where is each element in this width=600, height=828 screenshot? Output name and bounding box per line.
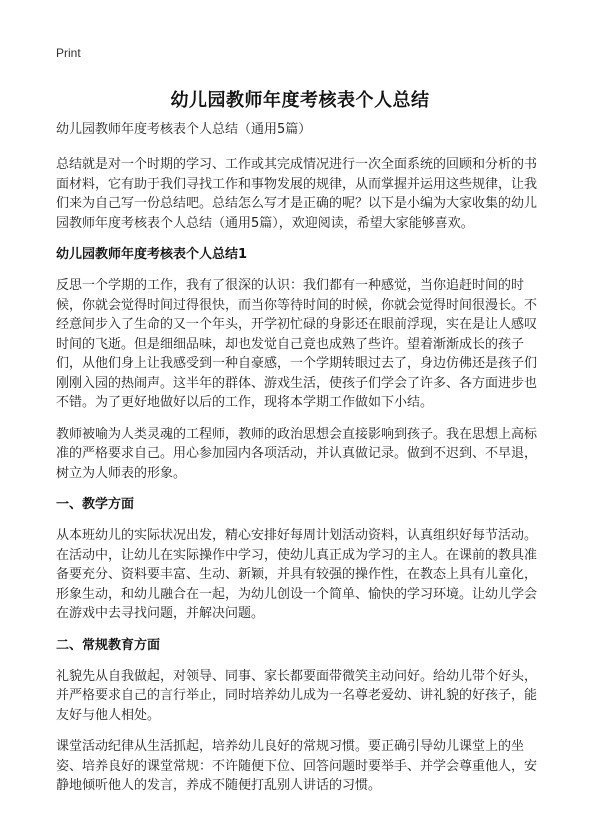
paragraph-5: 课堂活动纪律从生活抓起，培养幼儿良好的常规习惯。要正确引导幼儿课堂上的坐姿、培养良好的课堂常规：不许随便下位、回答问题时要举手、并学会尊重他人，安静地倾听他人的发言，养成不随便打乱别人讲话的习惯。 [56, 739, 538, 793]
page-title: 幼儿园教师年度考核表个人总结 [170, 90, 430, 111]
article-body [56, 120, 546, 808]
paragraph-4: 礼貌先从自我做起，对领导、同事、家长都要面带微笑主动问好。给幼儿带个好头，并严格要求自己的言行举止，同时培养幼儿成为一名尊老爱幼、讲礼貌的好孩子，能友好与他人相处。 [56, 668, 538, 723]
intro-paragraph: 总结就是对一个时期的学习、工作或其完成情况进行一次全面系统的回顾和分析的书面材料，它有助于我们寻找工作和事物发展的规律，从而掌握并运用这些规律，让我们来为自己写一份总结吧。总结怎么写才是正确的呢？以下是小编为大家收集的幼儿园教师年度考核表个人总结（通用5篇），欢迎阅读，希望大家能够喜欢。 [56, 157, 538, 231]
paragraph-2: 教师被喻为人类灵魂的工程师，教师的政治思想会直接影响到孩子。我在思想上高标准的严格要求自己。用心参加园内各项活动，并认真做记录。做到不迟到、不早退，树立为人师表的形象。 [56, 426, 538, 481]
section-heading-1: 幼儿园教师年度考核表个人总结1 [56, 247, 248, 262]
section-heading-teaching: 一、教学方面 [56, 497, 135, 512]
paragraph-3: 从本班幼儿的实际状况出发，精心安排好每周计划活动资料，认真组织好每节活动。在活动中，让幼儿在实际操作中学习，使幼儿真正成为学习的主人。在课前的教具准备要充分、资料要丰富、生动、新颖，并具有较强的操作性，在教态上具有儿童化，形象生动，和幼儿融合在一起，为幼儿创设一个简单、愉快的学习环境。让幼儿学会在游戏中去寻找问题，并解决问题。 [56, 528, 538, 621]
section-heading-routine: 二、常规教育方面 [56, 637, 161, 653]
print-link[interactable]: Print [56, 46, 81, 60]
article-subtitle: 幼儿园教师年度考核表个人总结（通用5篇） [56, 122, 312, 137]
paragraph-1: 反思一个学期的工作，我有了很深的认识：我们都有一种感觉，当你追赶时间的时候，你就会觉得时间过得很快，而当你等待时间的时候，你就会觉得时间很漫长。不经意间步入了生命的又一个年头，开学初忙碌的身影还在眼前浮现，实在是让人感叹时间的飞逝。但是细细品味，却也发觉自己竟也成熟了些许。望着渐渐成长的孩子们，从他们身上让我感受到一种自豪感，一个学期转眼过去了，身边仿佛还是孩子们刚刚入园的热闹声。这半年的群体、游戏生活，使孩子们学会了许多、各方面进步也不错。为了更好地做好以后的工作，现将本学期工作做如下小结。 [56, 278, 538, 410]
